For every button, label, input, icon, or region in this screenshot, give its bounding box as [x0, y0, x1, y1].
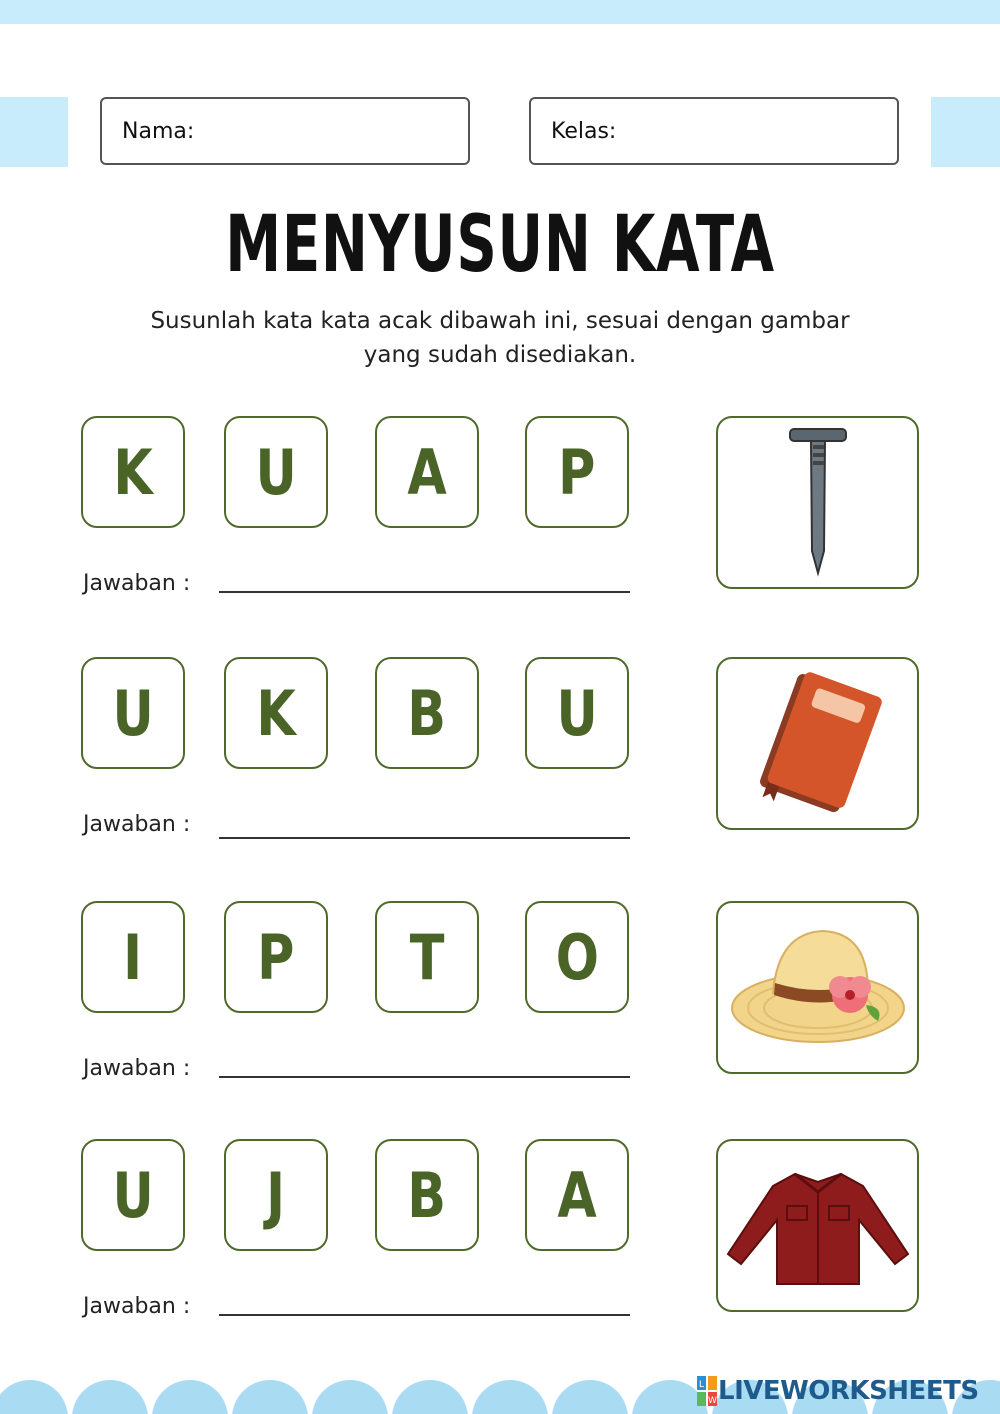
letter-tile[interactable]: A: [375, 416, 479, 528]
letter-tile[interactable]: A: [525, 1139, 629, 1251]
right-decor-tab: [931, 97, 1000, 167]
brand-icon-letter: L: [698, 1380, 705, 1390]
answer-label: Jawaban :: [83, 571, 191, 596]
nail-icon: [778, 423, 858, 583]
answer-line[interactable]: [219, 1076, 630, 1078]
letter-tile[interactable]: U: [525, 657, 629, 769]
book-icon: [748, 669, 888, 819]
picture-box-book: [716, 657, 919, 830]
letter-tile[interactable]: P: [224, 901, 328, 1013]
left-decor-tab: [0, 97, 68, 167]
liveworksheets-logo[interactable]: [696, 1372, 979, 1410]
name-field[interactable]: [100, 97, 470, 165]
answer-label: Jawaban :: [83, 1294, 191, 1319]
letter-tile[interactable]: K: [224, 657, 328, 769]
picture-box-hat: [716, 901, 919, 1074]
instruction-text: Susunlah kata kata acak dibawah ini, sesuai dengan gambar yang sudah disediakan.: [150, 308, 850, 368]
letter-tile[interactable]: I: [81, 901, 185, 1013]
answer-line[interactable]: [219, 591, 630, 593]
hat-icon: [728, 923, 908, 1053]
picture-box-nail: [716, 416, 919, 589]
class-label: Kelas:: [551, 118, 617, 144]
answer-label: Jawaban :: [83, 1056, 191, 1081]
picture-box-shirt: [716, 1139, 919, 1312]
answer-line[interactable]: [219, 1314, 630, 1316]
letter-tile[interactable]: U: [81, 657, 185, 769]
letter-tile[interactable]: U: [81, 1139, 185, 1251]
class-field[interactable]: [529, 97, 899, 165]
letter-tile[interactable]: U: [224, 416, 328, 528]
page-title: MENYUSUN KATA: [225, 200, 775, 290]
brand-icon-letter: W: [708, 1396, 717, 1406]
letter-tile[interactable]: B: [375, 657, 479, 769]
letter-tile[interactable]: J: [224, 1139, 328, 1251]
answer-label: Jawaban :: [83, 812, 191, 837]
letter-tile[interactable]: T: [375, 901, 479, 1013]
letter-tile[interactable]: P: [525, 416, 629, 528]
letter-tile[interactable]: K: [81, 416, 185, 528]
shirt-icon: [723, 1166, 913, 1286]
letter-tile[interactable]: O: [525, 901, 629, 1013]
name-label: Nama:: [122, 118, 195, 144]
letter-tile[interactable]: B: [375, 1139, 479, 1251]
liveworksheets-brand-icon: [696, 1374, 718, 1408]
brand-text: LIVEWORKSHEETS: [718, 1376, 979, 1406]
answer-line[interactable]: [219, 837, 630, 839]
top-decor-band: [0, 0, 1000, 24]
